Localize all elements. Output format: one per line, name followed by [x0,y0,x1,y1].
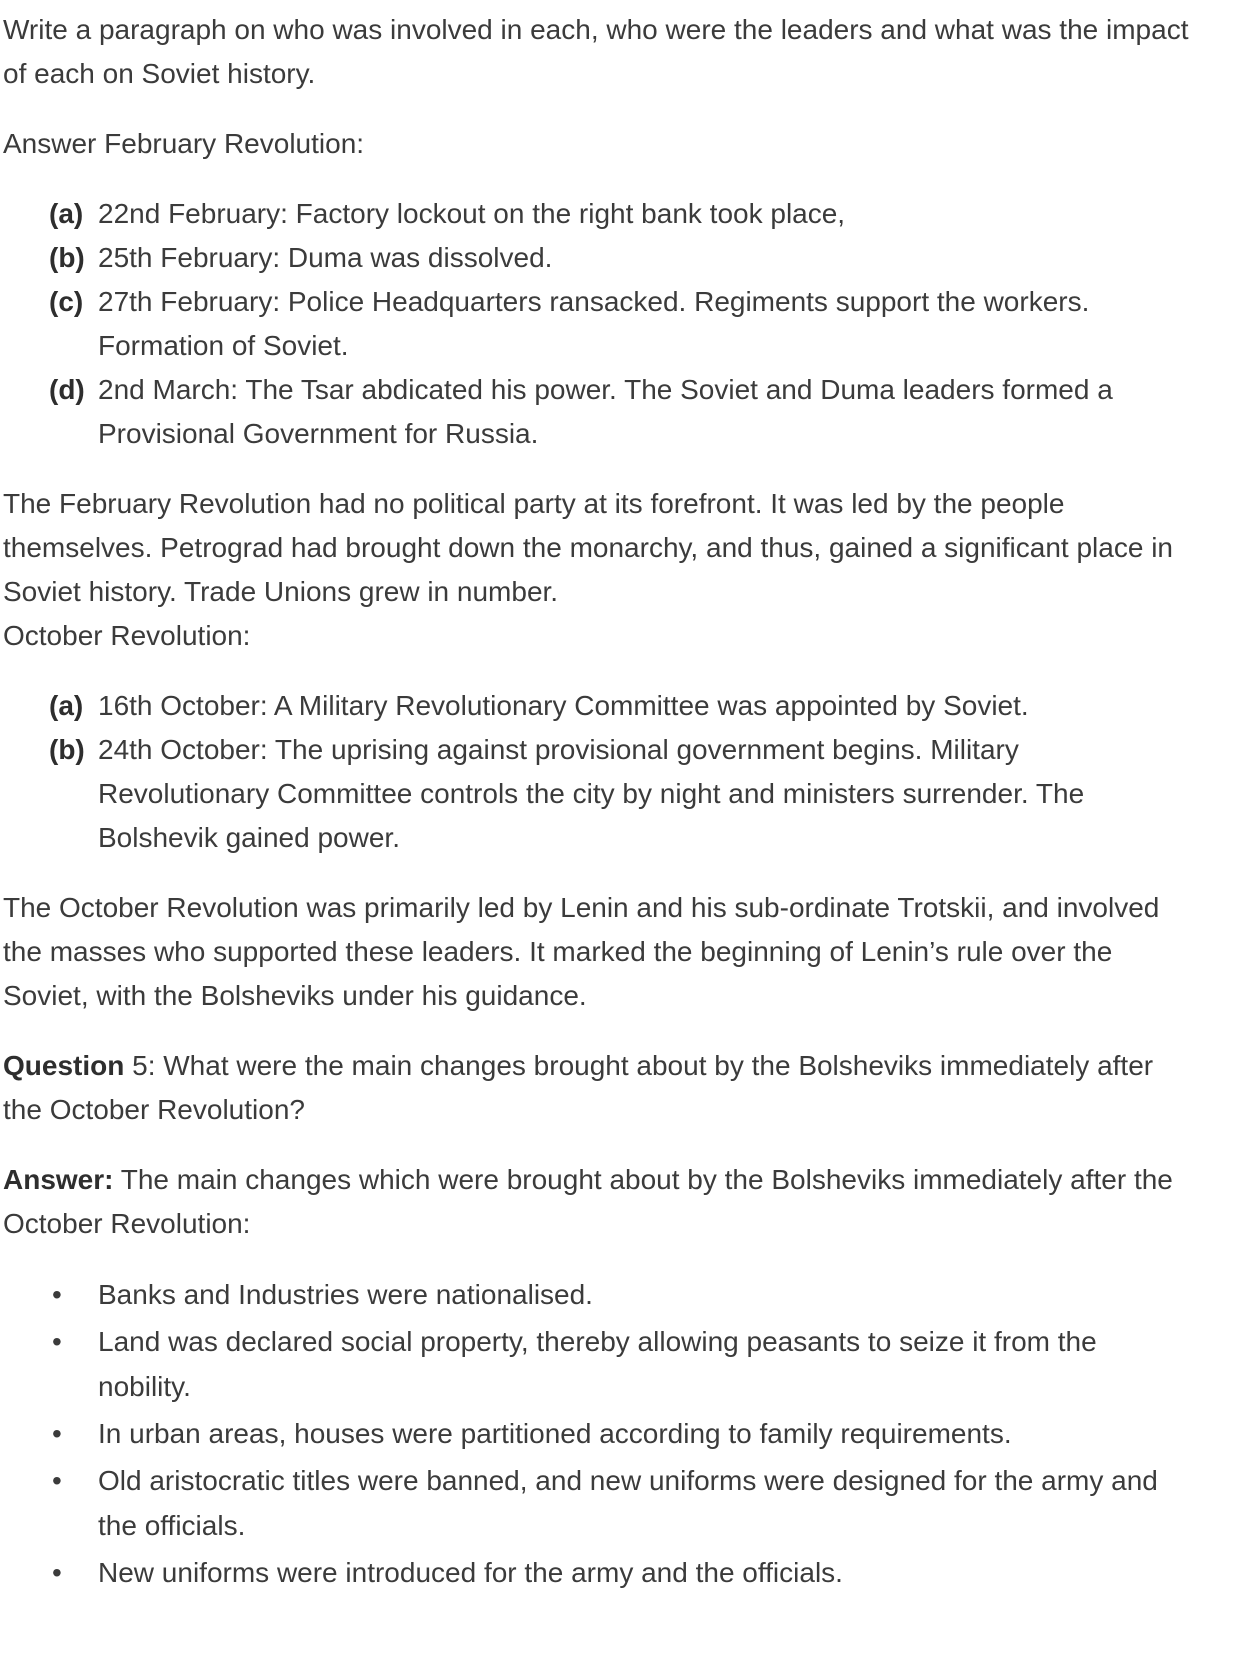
list-marker: (a) [49,690,84,721]
list-item-text: 16th October: A Military Revolutionary Committee was appointed by Soviet. [98,690,1029,721]
february-summary-block [3,482,1192,658]
february-summary-paragraph: The February Revolution had no political party at its forefront. It was led by the people themselves. Petrograd had brought down the monarchy, and thus, gained a significant place in Soviet history. Trade Unions grew in number. [3,488,1173,607]
question-label: Question [3,1050,125,1081]
list-item [3,192,1192,236]
list-item-text: 25th February: Duma was dissolved. [98,242,553,273]
question-text: 5: What were the main changes brought about by the Bolsheviks immediately after the October Revolution? [3,1050,1154,1125]
list-item [3,728,1192,860]
answer-label: Answer: [3,1164,114,1195]
answer-text: The main changes which were brought about by the Bolsheviks immediately after the October Revolution: [3,1164,1173,1239]
february-events-list [3,192,1192,456]
list-item-text: 2nd March: The Tsar abdicated his power. The Soviet and Duma leaders formed a Provisional Government for Russia. [98,374,1113,449]
list-item [3,684,1192,728]
list-marker: (c) [49,286,84,317]
bullet-icon: • [52,1418,62,1449]
october-events-list [3,684,1192,860]
list-item [3,368,1192,456]
list-item-text: 27th February: Police Headquarters ransacked. Regiments support the workers. Formation of Soviet. [98,286,1090,361]
list-item-text: New uniforms were introduced for the army and the officials. [98,1557,843,1588]
list-item [3,1458,1192,1548]
list-item-text: In urban areas, houses were partitioned according to family requirements. [98,1418,1012,1449]
bullet-icon: • [52,1326,62,1357]
answer-february-heading: Answer February Revolution: [3,128,365,159]
list-item-text: Banks and Industries were nationalised. [98,1279,593,1310]
list-marker: (b) [49,242,85,273]
list-item-text: Old aristocratic titles were banned, and new uniforms were designed for the army and the officials. [98,1465,1158,1541]
list-item-text: 24th October: The uprising against provisional government begins. Military Revolutionary Committee controls the city by night and ministers surrender. The Bolshevik gained power. [98,734,1085,853]
list-marker: (b) [49,734,85,765]
list-item [3,1550,1192,1595]
bullet-icon: • [52,1465,62,1496]
list-item-text: Land was declared social property, thereby allowing peasants to seize it from the nobility. [98,1326,1097,1402]
october-revolution-heading: October Revolution: [3,620,251,651]
list-item [3,1319,1192,1409]
list-item [3,280,1192,368]
bullet-icon: • [52,1557,62,1588]
list-marker: (a) [49,198,84,229]
october-summary-paragraph: The October Revolution was primarily led by Lenin and his sub-ordinate Trotskii, and involved the masses who supported these leaders. It marked the beginning of Lenin’s rule over the Soviet, with the Bolsheviks under his guidance. [3,892,1160,1011]
answer-5-paragraph [3,1158,1192,1246]
list-item [3,1411,1192,1456]
question-5-paragraph [3,1044,1192,1132]
changes-bullet-list [3,1272,1192,1595]
list-marker: (d) [49,374,85,405]
intro-paragraph: Write a paragraph on who was involved in each, who were the leaders and what was the impact of each on Soviet history. [3,14,1189,89]
bullet-icon: • [52,1279,62,1310]
list-item [3,236,1192,280]
list-item-text: 22nd February: Factory lockout on the right bank took place, [98,198,846,229]
list-item [3,1272,1192,1317]
